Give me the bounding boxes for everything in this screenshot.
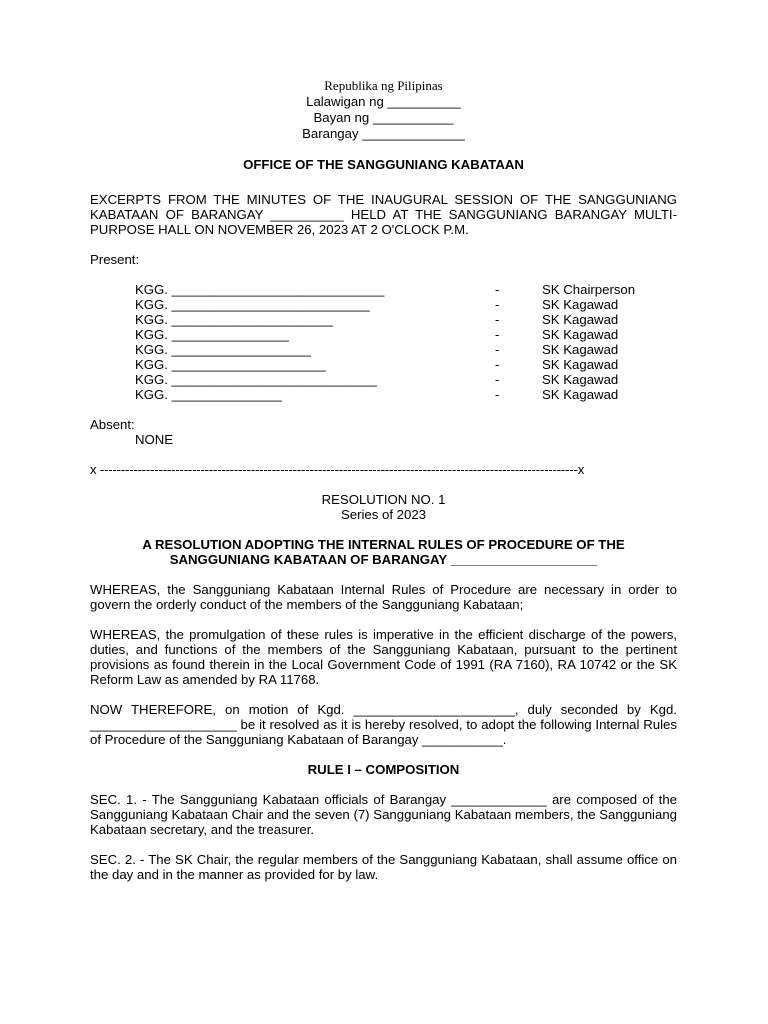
- barangay-line: Barangay ______________: [302, 126, 465, 141]
- member-dash: -: [495, 372, 500, 387]
- member-dash: -: [495, 387, 500, 402]
- present-row: [90, 327, 677, 342]
- present-row: [90, 282, 677, 297]
- member-dash: -: [495, 297, 500, 312]
- resolution-number: RESOLUTION NO. 1: [321, 492, 446, 507]
- present-row: [90, 297, 677, 312]
- member-dash: -: [495, 312, 500, 327]
- province-line: Lalawigan ng __________: [306, 94, 461, 109]
- member-name: KGG. _______________: [135, 387, 282, 402]
- member-dash: -: [495, 327, 500, 342]
- present-row: [90, 357, 677, 372]
- republic-line: Republika ng Pilipinas: [324, 78, 443, 93]
- member-dash: -: [495, 357, 500, 372]
- member-name: KGG. ________________: [135, 327, 289, 342]
- member-name: KGG. ____________________________: [135, 372, 377, 387]
- present-row: [90, 372, 677, 387]
- office-title: OFFICE OF THE SANGGUNIANG KABATAAN: [243, 157, 524, 172]
- present-row: [90, 342, 677, 357]
- member-name: KGG. _____________________: [135, 357, 326, 372]
- section-1-paragraph: SEC. 1. - The Sangguniang Kabataan officials of Barangay _____________ are composed of the Sangguniang Kabataan Chair and the seven (7) Sangguniang Kabataan members, the Sangguniang Kabataan secretary, and the treasurer.: [90, 792, 677, 837]
- member-name: KGG. _____________________________: [135, 282, 385, 297]
- resolution-series: Series of 2023: [340, 507, 427, 522]
- section-2-paragraph: SEC. 2. - The SK Chair, the regular members of the Sangguniang Kabataan, shall assume office on the day and in the manner as provided for by law.: [90, 852, 677, 882]
- member-role: SK Kagawad: [542, 372, 619, 387]
- whereas-paragraph-2: WHEREAS, the promulgation of these rules is imperative in the efficient discharge of the powers, duties, and functions of the members of the Sangguniang Kabataan, pursuant to the pertinent provisions as found therein in the Local Government Code of 1991 (RA 7160), RA 10742 or the SK Reform Law as amended by RA 11768.: [90, 627, 677, 687]
- member-name: KGG. ___________________________: [135, 297, 370, 312]
- member-role: SK Kagawad: [542, 357, 619, 372]
- member-role: SK Kagawad: [542, 297, 619, 312]
- section-divider: x ------------------------------------------------------------------------------------------------------------------x: [90, 462, 585, 477]
- member-name: KGG. ___________________: [135, 342, 311, 357]
- member-dash: -: [495, 282, 500, 297]
- member-role: SK Kagawad: [542, 387, 619, 402]
- member-role: SK Kagawad: [542, 342, 619, 357]
- present-row: [90, 387, 677, 402]
- absent-value: NONE: [135, 432, 174, 447]
- resolution-title-line1: A RESOLUTION ADOPTING THE INTERNAL RULES OF PROCEDURE OF THE: [142, 537, 625, 552]
- member-role: SK Chairperson: [542, 282, 636, 297]
- rule-1-title: RULE I – COMPOSITION: [307, 762, 460, 777]
- now-therefore-paragraph: NOW THEREFORE, on motion of Kgd. ______________________, duly seconded by Kgd. ____________________ be it resolved as it is hereby resolved, to adopt the following Internal Rules of Procedure of the Sangguniang Kabataan of Barangay ___________.: [90, 702, 677, 747]
- present-row: [90, 312, 677, 327]
- excerpt-paragraph: EXCERPTS FROM THE MINUTES OF THE INAUGURAL SESSION OF THE SANGGUNIANG KABATAAN OF BARANGAY __________ HELD AT THE SANGGUNIANG BARANGAY MULTI-PURPOSE HALL ON NOVEMBER 26, 2023 AT 2 O'CLOCK P.M.: [90, 192, 677, 237]
- whereas-paragraph-1: WHEREAS, the Sangguniang Kabataan Internal Rules of Procedure are necessary in order to govern the orderly conduct of the members of the Sangguniang Kabataan;: [90, 582, 677, 612]
- present-list: [90, 282, 677, 402]
- document-page: [90, 78, 677, 882]
- resolution-title-line2: SANGGUNIANG KABATAAN OF BARANGAY ____________________: [169, 552, 598, 567]
- member-role: SK Kagawad: [542, 327, 619, 342]
- town-line: Bayan ng ___________: [313, 110, 454, 125]
- member-dash: -: [495, 342, 500, 357]
- present-label: Present:: [90, 252, 140, 267]
- member-name: KGG. ______________________: [135, 312, 333, 327]
- member-role: SK Kagawad: [542, 312, 619, 327]
- absent-label: Absent:: [90, 417, 135, 432]
